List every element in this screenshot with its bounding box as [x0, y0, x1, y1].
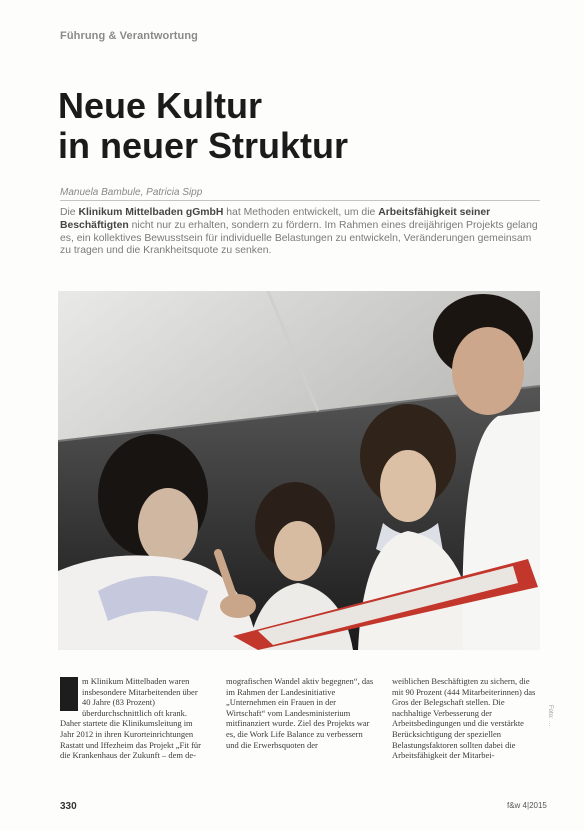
title-line-2: in neuer Struktur — [58, 125, 349, 166]
lead-text-3: nicht nur zu erhalten, sondern zu fördern. Im Rahmen eines dreijährigen Projekts gelang es, ein kollektives Bewusstsein für individuelle Belastungen zu entwickeln, Veränderungen gemeinsam zu tragen und die Krankheitsquote zu senken. — [60, 219, 538, 257]
magazine-brand: f&w 4|2015 — [507, 801, 547, 810]
dropcap — [60, 677, 78, 711]
body-column-1 — [60, 676, 208, 761]
article-title — [58, 86, 348, 166]
lead-text-2: hat Methoden entwickelt, um die — [223, 207, 379, 218]
title-line-1: Neue Kultur — [58, 85, 263, 126]
body-column-2: mografischen Wandel aktiv begegnen“, das im Rahmen der Landesinitiative „Unternehmen ein Frauen in der Wirtschaft“ vom Landesministerium mitfinanziert wurde. Ziel des Projekts war es, die Work Life Balance zu verbessern und die Erwerbsquoten der — [226, 676, 374, 750]
authors: Manuela Bambule, Patricia Sipp — [60, 187, 203, 198]
body-text — [60, 676, 542, 776]
divider — [60, 200, 540, 201]
lead-text-1: Die — [60, 207, 79, 218]
article-photo — [58, 291, 540, 650]
page-number: 330 — [60, 801, 77, 812]
lead-bold-2: Arbeitsfähigkeit seiner Beschäftigten — [60, 207, 491, 231]
team-meeting-photo-icon — [58, 291, 540, 650]
body-column-3: weiblichen Beschäftigten zu sichern, die mit 90 Prozent (444 Mitarbeiterinnen) das Gros der Belegschaft stellen. Die nachhaltige Verbesserung der Arbeitsbedingungen und die verstärkte Berücksichtigung der speziellen Belastungsfaktoren sollten dabei die Arbeitsfähigkeit der Mitarbei- — [392, 676, 536, 761]
section-label: Führung & Verantwortung — [60, 30, 198, 42]
lead-bold-1: Klinikum Mittelbaden gGmbH — [78, 207, 224, 218]
body-column-1-text: m Klinikum Mittelbaden waren insbesondere Mitarbeitenden über 40 Jahre (83 Prozent) überdurchschnittlich oft krank. Daher startete die Klinikumsleitung im Jahr 2012 in ihren Kurorteinrichtungen Rastatt und Iffezheim das Projekt „Fit für die Krankenhaus der Zukunft – dem de- — [60, 676, 202, 761]
lead-paragraph — [60, 207, 542, 258]
photo-credit: Foto: … — [547, 705, 553, 727]
